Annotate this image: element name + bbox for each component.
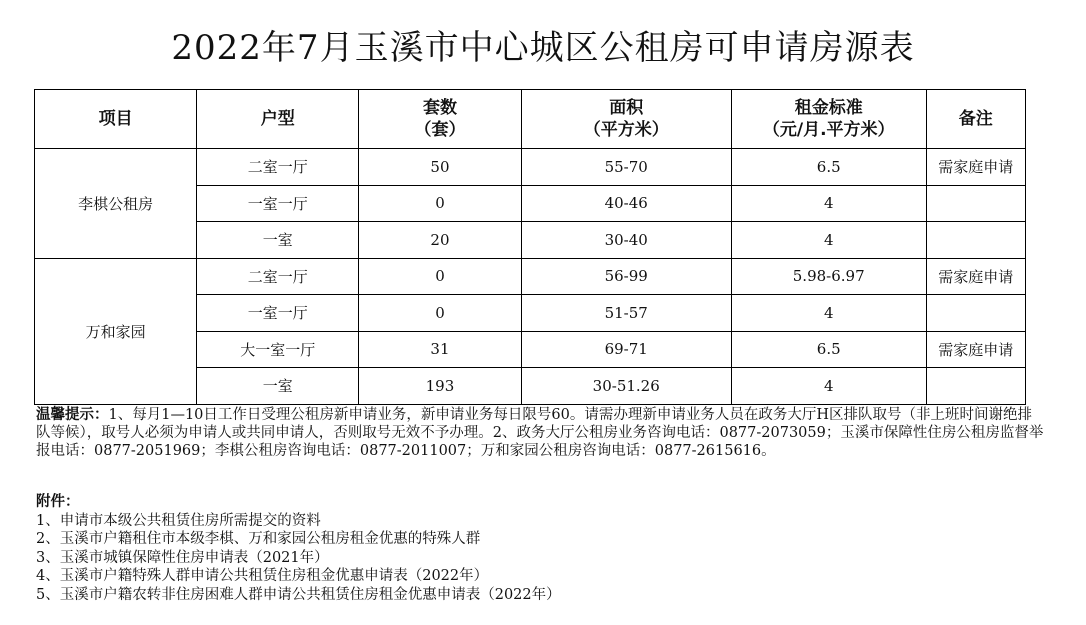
cell-count: 50: [359, 149, 521, 186]
cell-note: 需家庭申请: [926, 258, 1025, 295]
cell-area: 51-57: [521, 295, 731, 332]
project-name-liqi: 李棋公租房: [35, 149, 197, 259]
cell-note: [926, 368, 1025, 405]
cell-area: 56-99: [521, 258, 731, 295]
header-count: [359, 90, 521, 149]
table-row: [35, 149, 1026, 186]
attachment-item: 4、玉溪市户籍特殊人群申请公共租赁住房租金优惠申请表（2022年）: [36, 568, 489, 584]
housing-table: [34, 89, 1026, 405]
cell-type: 一室一厅: [197, 295, 359, 332]
cell-count: 0: [359, 295, 521, 332]
page-title: 2022年7月玉溪市中心城区公租房可申请房源表: [171, 28, 915, 68]
cell-note: 需家庭申请: [926, 149, 1025, 186]
cell-count: 0: [359, 258, 521, 295]
header-rent-line2: （元/月.平方米）: [762, 120, 895, 140]
tips-paragraph: [36, 406, 1046, 460]
project-name-wanhe: 万和家园: [35, 258, 197, 404]
cell-count: 193: [359, 368, 521, 405]
cell-type: 二室一厅: [197, 149, 359, 186]
header-type: 户型: [197, 90, 359, 149]
cell-rent: 4: [731, 368, 926, 405]
cell-rent: 6.5: [731, 331, 926, 368]
cell-rent: 5.98-6.97: [731, 258, 926, 295]
header-rent: [731, 90, 926, 149]
header-item: 项目: [35, 90, 197, 149]
cell-note: [926, 222, 1025, 259]
cell-count: 20: [359, 222, 521, 259]
cell-rent: 6.5: [731, 149, 926, 186]
header-area-line2: （平方米）: [583, 120, 669, 140]
attachment-item: 2、玉溪市户籍租住市本级李棋、万和家园公租房租金优惠的特殊人群: [36, 531, 481, 547]
tips-text: 1、每月1—10日工作日受理公租房新申请业务，新申请业务每日限号60。请需办理新申请业务人员在政务大厅H区排队取号（非上班时间谢绝排队等候），取号人必须为申请人或共同申请人，否则取号无效不予办理。2、政务大厅公租房业务咨询电话：0877-2073059；玉溪市保障性住房公租房监督举报电话：0877-2051969；李棋公租房咨询电话：0877-2011007；万和家园公租房咨询电话：0877-2615616。: [36, 407, 1044, 459]
cell-count: 0: [359, 185, 521, 222]
header-rent-line1: 租金标准: [794, 98, 863, 118]
cell-area: 30-40: [521, 222, 731, 259]
attachment-item: 5、玉溪市户籍农转非住房困难人群申请公共租赁住房租金优惠申请表（2022年）: [36, 586, 561, 603]
table-row: [35, 258, 1026, 295]
cell-rent: 4: [731, 295, 926, 332]
cell-note: [926, 295, 1025, 332]
header-note: 备注: [926, 90, 1025, 149]
cell-type: 一室一厅: [197, 185, 359, 222]
cell-note: 需家庭申请: [926, 331, 1025, 368]
header-row: [35, 90, 1026, 149]
header-count-line2: （套）: [414, 120, 466, 140]
cell-type: 一室: [197, 222, 359, 259]
cell-type: 一室: [197, 368, 359, 405]
cell-rent: 4: [731, 185, 926, 222]
cell-area: 40-46: [521, 185, 731, 222]
cell-type: 大一室一厅: [197, 331, 359, 368]
attachments-section: [36, 493, 1046, 604]
cell-area: 55-70: [521, 149, 731, 186]
cell-area: 30-51.26: [521, 368, 731, 405]
header-area: [521, 90, 731, 149]
attachment-item: 3、玉溪市城镇保障性住房申请表（2021年）: [36, 549, 329, 566]
cell-note: [926, 185, 1025, 222]
cell-type: 二室一厅: [197, 258, 359, 295]
cell-count: 31: [359, 331, 521, 368]
attachments-label: 附件：: [36, 494, 80, 510]
header-area-line1: 面积: [609, 98, 644, 118]
header-count-line1: 套数: [422, 98, 457, 118]
cell-area: 69-71: [521, 331, 731, 368]
attachment-item: 1、申请市本级公共租赁住房所需提交的资料: [36, 512, 321, 529]
tips-label: 温馨提示：: [36, 407, 109, 423]
cell-rent: 4: [731, 222, 926, 259]
